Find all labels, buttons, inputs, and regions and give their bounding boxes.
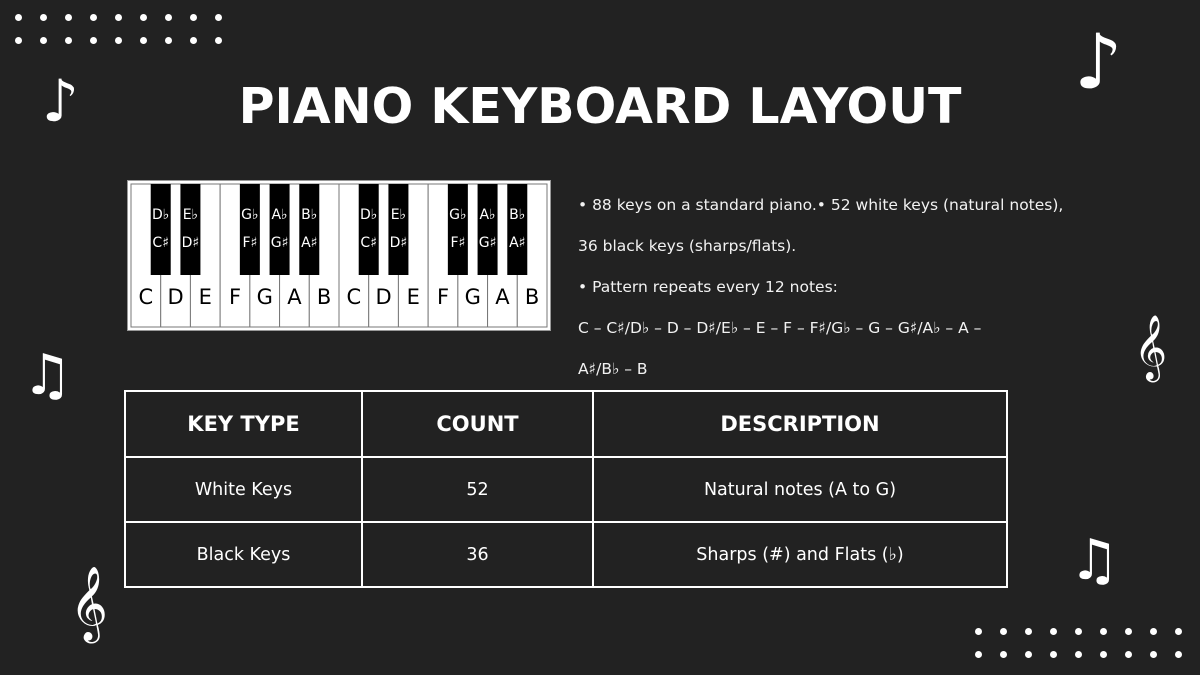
fact-line: • 88 keys on a standard piano.• 52 white keys (natural notes), xyxy=(578,196,1064,214)
decorative-dot xyxy=(40,14,47,21)
decorative-dot xyxy=(1000,651,1007,658)
black-key-flat-label: A♭ xyxy=(479,207,496,223)
white-key-label: B xyxy=(524,285,540,309)
black-key xyxy=(507,184,527,275)
treble-clef-icon: 𝄞 xyxy=(70,567,108,641)
white-key-label: G xyxy=(464,285,481,309)
black-key-flat-label: A♭ xyxy=(271,207,288,223)
black-key-sharp-label: C♯ xyxy=(360,235,377,251)
decorative-dot xyxy=(65,37,72,44)
black-key-flat-label: E♭ xyxy=(182,207,199,223)
table-header-row xyxy=(125,391,1007,457)
decorative-dot xyxy=(90,14,97,21)
decorative-dot xyxy=(975,628,982,635)
black-key xyxy=(359,184,379,275)
black-key-sharp-label: D♯ xyxy=(389,235,408,251)
black-key-flat-label: E♭ xyxy=(390,207,407,223)
black-key-sharp-label: G♯ xyxy=(270,235,289,251)
decorative-dot xyxy=(65,14,72,21)
note-sequence-line: C – C♯/D♭ – D – D♯/E♭ – E – F – F♯/G♭ – G – G♯/A♭ – A – xyxy=(578,319,982,337)
black-key xyxy=(270,184,290,275)
white-key-label: F xyxy=(228,285,242,309)
decorative-dot xyxy=(115,14,122,21)
cell-key-type: White Keys xyxy=(125,457,362,522)
dot-grid-top-left xyxy=(15,14,240,60)
decorative-dot xyxy=(1100,651,1107,658)
key-type-table xyxy=(124,390,1008,588)
black-key-sharp-label: A♯ xyxy=(301,235,318,251)
white-key-label: E xyxy=(406,285,420,309)
black-key xyxy=(478,184,498,275)
cell-description: Sharps (#) and Flats (♭) xyxy=(593,522,1007,587)
column-header-description: DESCRIPTION xyxy=(593,391,1007,457)
decorative-dot xyxy=(215,14,222,21)
column-header-count: COUNT xyxy=(362,391,593,457)
piano-keyboard-diagram xyxy=(127,180,551,331)
black-key-sharp-label: F♯ xyxy=(242,235,258,251)
black-key-flat-label: D♭ xyxy=(152,207,170,223)
black-key xyxy=(151,184,171,275)
decorative-dot xyxy=(1150,651,1157,658)
decorative-dot xyxy=(215,37,222,44)
decorative-dot xyxy=(1075,628,1082,635)
decorative-dot xyxy=(15,37,22,44)
black-key-sharp-label: G♯ xyxy=(478,235,497,251)
cell-description: Natural notes (A to G) xyxy=(593,457,1007,522)
decorative-dot xyxy=(115,37,122,44)
decorative-dot xyxy=(1125,628,1132,635)
black-key-sharp-label: A♯ xyxy=(509,235,526,251)
decorative-dot xyxy=(1025,628,1032,635)
decorative-dot xyxy=(1075,651,1082,658)
decorative-dot xyxy=(90,37,97,44)
decorative-dot xyxy=(1025,651,1032,658)
decorative-dot xyxy=(165,14,172,21)
decorative-dot xyxy=(1125,651,1132,658)
black-key-flat-label: G♭ xyxy=(449,207,467,223)
white-key-label: G xyxy=(256,285,273,309)
white-key-label: E xyxy=(198,285,212,309)
black-key-sharp-label: C♯ xyxy=(152,235,169,251)
decorative-dot xyxy=(1175,628,1182,635)
decorative-dot xyxy=(1100,628,1107,635)
decorative-dot xyxy=(1050,651,1057,658)
white-key-label: D xyxy=(375,285,392,309)
note-sequence-line: A♯/B♭ – B xyxy=(578,360,648,378)
decorative-dot xyxy=(1175,651,1182,658)
decorative-dot xyxy=(190,14,197,21)
dot-grid-bottom-right xyxy=(975,628,1200,674)
decorative-dot xyxy=(40,37,47,44)
cell-count: 52 xyxy=(362,457,593,522)
black-key xyxy=(240,184,260,275)
white-key-label: D xyxy=(167,285,184,309)
decorative-dot xyxy=(140,37,147,44)
white-key-label: F xyxy=(436,285,450,309)
white-key-label: C xyxy=(138,285,154,309)
black-key xyxy=(180,184,200,275)
decorative-dot xyxy=(165,37,172,44)
decorative-dot xyxy=(1150,628,1157,635)
white-key-label: A xyxy=(495,285,510,309)
eighth-note-icon: ♪ xyxy=(42,67,80,135)
beamed-notes-icon: ♫ xyxy=(22,343,73,408)
black-key-flat-label: D♭ xyxy=(360,207,378,223)
fact-line: • Pattern repeats every 12 notes: xyxy=(578,278,838,296)
column-header-key-type: KEY TYPE xyxy=(125,391,362,457)
white-key-label: C xyxy=(346,285,362,309)
table-row xyxy=(125,457,1007,522)
decorative-dot xyxy=(975,651,982,658)
table-row xyxy=(125,522,1007,587)
black-key-flat-label: B♭ xyxy=(509,207,526,223)
black-key-sharp-label: D♯ xyxy=(181,235,200,251)
decorative-dot xyxy=(1050,628,1057,635)
page-title: PIANO KEYBOARD LAYOUT xyxy=(238,78,962,135)
black-key-flat-label: B♭ xyxy=(301,207,318,223)
fact-line: 36 black keys (sharps/flats). xyxy=(578,237,797,255)
decorative-dot xyxy=(190,37,197,44)
black-key-flat-label: G♭ xyxy=(241,207,259,223)
decorative-dot xyxy=(1000,628,1007,635)
key-facts-text xyxy=(578,185,1098,390)
black-key-sharp-label: F♯ xyxy=(450,235,466,251)
eighth-note-icon: ♪ xyxy=(1074,17,1123,106)
black-key xyxy=(388,184,408,275)
cell-count: 36 xyxy=(362,522,593,587)
white-key-label: B xyxy=(316,285,332,309)
black-key xyxy=(299,184,319,275)
beamed-notes-icon: ♫ xyxy=(1069,528,1120,593)
white-key-label: A xyxy=(287,285,302,309)
black-key xyxy=(448,184,468,275)
treble-clef-icon: 𝄞 xyxy=(1134,315,1168,380)
decorative-dot xyxy=(140,14,147,21)
cell-key-type: Black Keys xyxy=(125,522,362,587)
decorative-dot xyxy=(15,14,22,21)
